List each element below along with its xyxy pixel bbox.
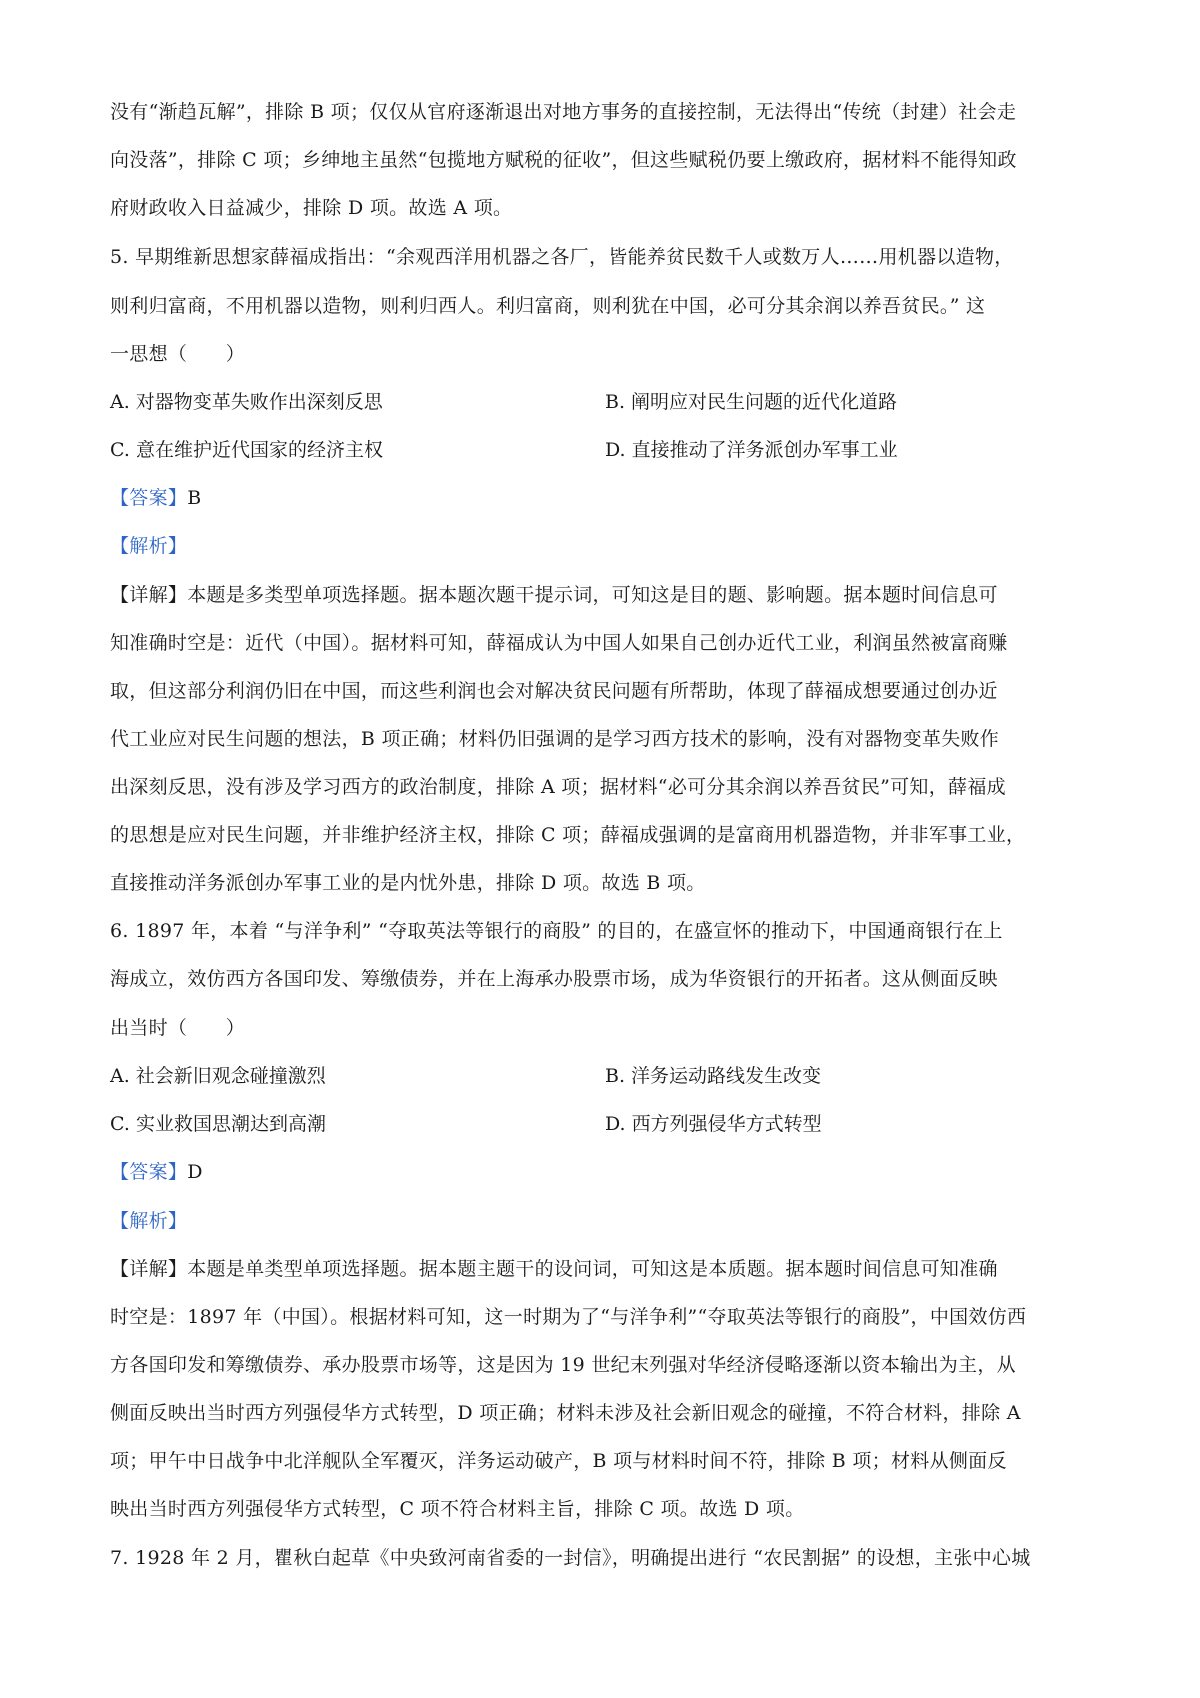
detail-text: 本题是单类型单项选择题。据本题主题干的设问词，可知这是本质题。据本题时间信息可知准确 — [187, 1258, 998, 1280]
q5-answer — [110, 486, 1100, 510]
q6-stem: 出当时（ ） — [110, 1017, 246, 1039]
answer-label: 【答案】 — [110, 487, 188, 509]
q6-option-b[interactable]: B. 洋务运动路线发生改变 — [605, 1065, 822, 1087]
q6-detail-line: 侧面反映出当时西方列强侵华方式转型，D 项正确；材料未涉及社会新旧观念的碰撞，不符合材料，排除 A — [110, 1402, 1021, 1424]
q6-answer — [110, 1160, 1100, 1184]
q5-detail-line: 出深刻反思，没有涉及学习西方的政治制度，排除 A 项；据材料“必可分其余润以养吾贫民”可知，薛福成 — [110, 776, 1006, 798]
detail-label: 【详解】 — [110, 584, 188, 606]
q6-option-d[interactable]: D. 西方列强侵华方式转型 — [605, 1113, 822, 1135]
q6-stem: 海成立，效仿西方各国印发、筹缴债券，并在上海承办股票市场，成为华资银行的开拓者。这从侧面反映 — [110, 968, 998, 990]
q5-stem: 一思想（ ） — [110, 343, 246, 365]
q6-option-c[interactable]: C. 实业救国思潮达到高潮 — [110, 1113, 326, 1135]
q5-detail-line: 代工业应对民生问题的想法，B 项正确；材料仍旧强调的是学习西方技术的影响，没有对器物变革失败作 — [110, 728, 1000, 750]
q5-option-a[interactable]: A. 对器物变革失败作出深刻反思 — [110, 391, 383, 413]
q5-detail-line: 直接推动洋务派创办军事工业的是内忧外患，排除 D 项。故选 B 项。 — [110, 872, 706, 894]
q6-detail-line: 时空是：1897 年（中国）。根据材料可知，这一时期为了“与洋争利”“夺取英法等银行的商股”，中国效仿西 — [110, 1306, 1027, 1328]
analysis-label: 【解析】 — [110, 1210, 188, 1232]
answer-value: D — [187, 1161, 203, 1183]
analysis-line: 向没落”，排除 C 项；乡绅地主虽然“包揽地方赋税的征收”，但这些赋税仍要上缴政府，据材料不能得知政 — [110, 149, 1017, 171]
q5-detail-line: 的思想是应对民生问题，并非维护经济主权，排除 C 项；薛福成强调的是富商用机器造物，并非军事工业， — [110, 824, 1026, 846]
analysis-line: 府财政收入日益减少，排除 D 项。故选 A 项。 — [110, 197, 513, 219]
q6-stem: 6. 1897 年，本着 “与洋争利” “夺取英法等银行的商股” 的目的，在盛宣怀的推动下，中国通商银行在上 — [110, 920, 1003, 942]
detail-text: 本题是多类型单项选择题。据本题次题干提示词，可知这是目的题、影响题。据本题时间信息可 — [187, 584, 998, 606]
q5-detail-line — [110, 583, 1100, 607]
analysis-label: 【解析】 — [110, 535, 188, 557]
answer-label: 【答案】 — [110, 1161, 188, 1183]
detail-label: 【详解】 — [110, 1258, 188, 1280]
q5-stem: 5. 早期维新思想家薛福成指出：“余观西洋用机器之各厂，皆能养贫民数千人或数万人……用机器以造物， — [110, 246, 1014, 268]
q5-option-d[interactable]: D. 直接推动了洋务派创办军事工业 — [605, 439, 898, 461]
answer-value: B — [187, 487, 202, 509]
q6-detail-line: 方各国印发和筹缴债券、承办股票市场等，这是因为 19 世纪末列强对华经济侵略逐渐以资本输出为主，从 — [110, 1354, 1016, 1376]
q5-detail-line: 取，但这部分利润仍旧在中国，而这些利润也会对解决贫民问题有所帮助，体现了薛福成想要通过创办近 — [110, 680, 998, 702]
q6-analysis-heading — [110, 1209, 1100, 1233]
q5-stem: 则利归富商，不用机器以造物，则利归西人。利归富商，则利犹在中国，必可分其余润以养吾贫民。” 这 — [110, 295, 986, 317]
q6-detail-line: 项；甲午中日战争中北洋舰队全军覆灭，洋务运动破产，B 项与材料时间不符，排除 B 项；材料从侧面反 — [110, 1450, 1007, 1472]
q5-option-c[interactable]: C. 意在维护近代国家的经济主权 — [110, 439, 383, 461]
q5-analysis-heading — [110, 534, 1100, 558]
q7-stem: 7. 1928 年 2 月，瞿秋白起草《中央致河南省委的一封信》，明确提出进行 “农民割据” 的设想，主张中心城 — [110, 1547, 1031, 1569]
analysis-line: 没有“渐趋瓦解”，排除 B 项；仅仅从官府逐渐退出对地方事务的直接控制，无法得出“传统（封建）社会走 — [110, 101, 1017, 123]
q6-option-a[interactable]: A. 社会新旧观念碰撞激烈 — [110, 1065, 326, 1087]
q6-detail-line: 映出当时西方列强侵华方式转型，C 项不符合材料主旨，排除 C 项。故选 D 项。 — [110, 1498, 805, 1520]
q5-option-b[interactable]: B. 阐明应对民生问题的近代化道路 — [605, 391, 898, 413]
q6-detail-line — [110, 1257, 1100, 1281]
q5-detail-line: 知准确时空是：近代（中国）。据材料可知，薛福成认为中国人如果自己创办近代工业，利润虽然被富商赚 — [110, 632, 1008, 654]
